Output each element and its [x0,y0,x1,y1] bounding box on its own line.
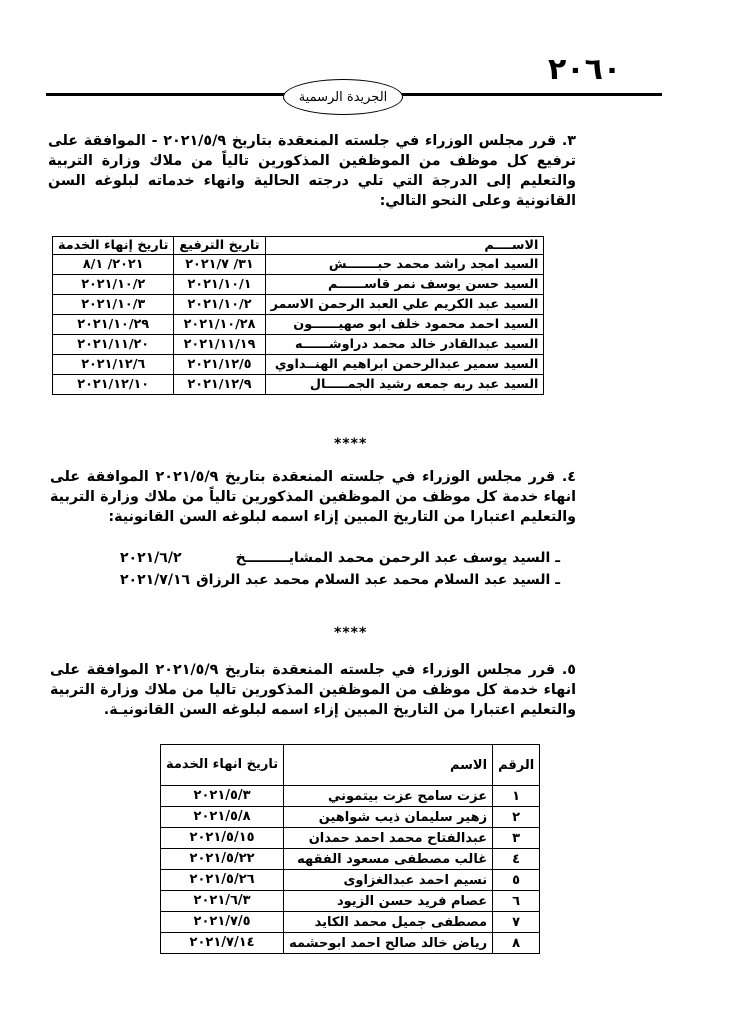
gazette-title-oval [283,79,403,115]
cell-name: السيد حسن يوسف نمر قاســــــم [265,275,544,295]
table-row [161,891,540,912]
header-number: الرقم [493,745,540,786]
cell-number: ٥ [493,870,540,891]
cell-end-date: ٢٠٢١/٥/٢٦ [161,870,284,891]
table-header-row [161,745,540,786]
table-row [53,295,544,315]
cell-end-date: ٢٠٢١/١٠/٢ [53,275,174,295]
table-header-row [53,237,544,255]
table-row [53,315,544,335]
cell-promotion-date: ٢٠٢١/١٢/٥ [174,355,265,375]
cell-end-date: ٢٠٢١/١٠/٢٩ [53,315,174,335]
list-item [120,550,560,572]
section3-paragraph: ٣. قرر مجلس الوزراء في جلسته المنعقدة بتاريخ ٢٠٢١/٥/٩ - الموافقة على ترفيع كل موظف من الموظفين المذكورين تالياً من ملاك وزارة التربية والتعليم إلى الدرجة التي تلي درجته الحالية وانهاء خدماته لبلوغه السن القانونية وعلى النحو التالي: [48,133,576,209]
header-promotion-date: تاريخ الترفيع [174,237,265,255]
table-row [161,933,540,954]
cell-number: ٨ [493,933,540,954]
list-item-name: ـ السيد عبد السلام محمد عبد السلام محمد عبد الرزاق [196,572,560,588]
cell-end-date: ٢٠٢١/١٢/١٠ [53,375,174,395]
cell-end-date: ٢٠٢١/٥/٣ [161,786,284,807]
cell-promotion-date: ٢٠٢١/١٠/٢٨ [174,315,265,335]
retiree-list [120,550,560,594]
cell-name: السيد سمير عبدالرحمن ابراهيم الهنــداوي [265,355,544,375]
cell-name: السيد عبد ربه جمعه رشيد الجمـــــال [265,375,544,395]
cell-number: ٣ [493,828,540,849]
header-end-date: تاريخ إنهاء الخدمة [53,237,174,255]
header-name: الاسم [284,745,493,786]
cell-name: عزت سامح عزت بيتموني [284,786,493,807]
section5-paragraph: ٥. قرر مجلس الوزراء في جلسته المنعقدة بتاريخ ٢٠٢١/٥/٩ الموافقة على انهاء خدمة كل موظف من الموظفين المذكورين تاليا من ملاك وزارة التربية والتعليم اعتبارا من التاريخ المبين إزاء اسمه لبلوغه السن القانونيـة. [50,662,576,718]
cell-end-date: ٢٠٢١/١١/٢٠ [53,335,174,355]
cell-name: رياض خالد صالح احمد ابوحشمه [284,933,493,954]
cell-end-date: ٢٠٢١/٧/٥ [161,912,284,933]
cell-number: ١ [493,786,540,807]
list-item-date: ٢٠٢١/٧/١٦ [120,572,191,588]
cell-promotion-date: ٢٠٢١/١٠/٢ [174,295,265,315]
cell-number: ٦ [493,891,540,912]
cell-end-date: ٢٠٢١/ ٨/١ [53,255,174,275]
cell-name: نسيم احمد عبدالغزاوى [284,870,493,891]
separator-stars: **** [334,625,368,641]
end-of-service-table [160,744,540,954]
gazette-title: الجريدة الرسمية [298,89,388,105]
list-item-name: ـ السيد يوسف عبد الرحمن محمد المشايـــــــــخ [235,550,560,566]
list-item-date: ٢٠٢١/٦/٢ [120,550,182,566]
cell-name: السيد احمد محمود خلف ابو صهيــــــون [265,315,544,335]
cell-name: السيد عبدالقادر خالد محمد دراوشــــــه [265,335,544,355]
table-row [53,375,544,395]
cell-name: السيد عبد الكريم علي العبد الرحمن الاسمر [265,295,544,315]
promotion-table [52,236,544,395]
table-row [161,849,540,870]
table-row [161,870,540,891]
cell-promotion-date: ٣١/ ٢٠٢١/٧ [174,255,265,275]
separator-stars: **** [334,436,368,452]
cell-end-date: ٢٠٢١/١٢/٦ [53,355,174,375]
section4-paragraph: ٤. قرر مجلس الوزراء في جلسته المنعقدة بتاريخ ٢٠٢١/٥/٩ الموافقة على انهاء خدمة كل موظف من الموظفين المذكورين تالياً من ملاك وزارة التربية والتعليم اعتبارا من التاريخ المبين إزاء اسمه لبلوغه السن القانونية: [50,469,576,525]
cell-number: ٤ [493,849,540,870]
header-end-date: تاريخ انهاء الخدمة [161,745,284,786]
list-item [120,572,560,594]
cell-end-date: ٢٠٢١/١٠/٣ [53,295,174,315]
cell-promotion-date: ٢٠٢١/١١/١٩ [174,335,265,355]
table-row [53,355,544,375]
table-row [53,255,544,275]
cell-number: ٧ [493,912,540,933]
cell-name: عصام فريد حسن الزيود [284,891,493,912]
table-row [161,786,540,807]
header-name: الاســــم [265,237,544,255]
table-row [161,828,540,849]
table-row [161,912,540,933]
cell-name: مصطفى جميل محمد الكايد [284,912,493,933]
page-number: ٢٠٦٠ [548,52,622,87]
cell-promotion-date: ٢٠٢١/١٢/٩ [174,375,265,395]
table-row [53,275,544,295]
cell-end-date: ٢٠٢١/٥/١٥ [161,828,284,849]
table-row [53,335,544,355]
cell-end-date: ٢٠٢١/٥/٢٢ [161,849,284,870]
cell-name: زهير سليمان ذيب شواهين [284,807,493,828]
cell-name: السيد امجد راشد محمد حبـــــــش [265,255,544,275]
cell-end-date: ٢٠٢١/٦/٣ [161,891,284,912]
cell-name: غالب مصطفى مسعود الفقهه [284,849,493,870]
table-row [161,807,540,828]
cell-name: عبدالفتاح محمد احمد حمدان [284,828,493,849]
cell-end-date: ٢٠٢١/٥/٨ [161,807,284,828]
cell-promotion-date: ٢٠٢١/١٠/١ [174,275,265,295]
cell-number: ٢ [493,807,540,828]
cell-end-date: ٢٠٢١/٧/١٤ [161,933,284,954]
